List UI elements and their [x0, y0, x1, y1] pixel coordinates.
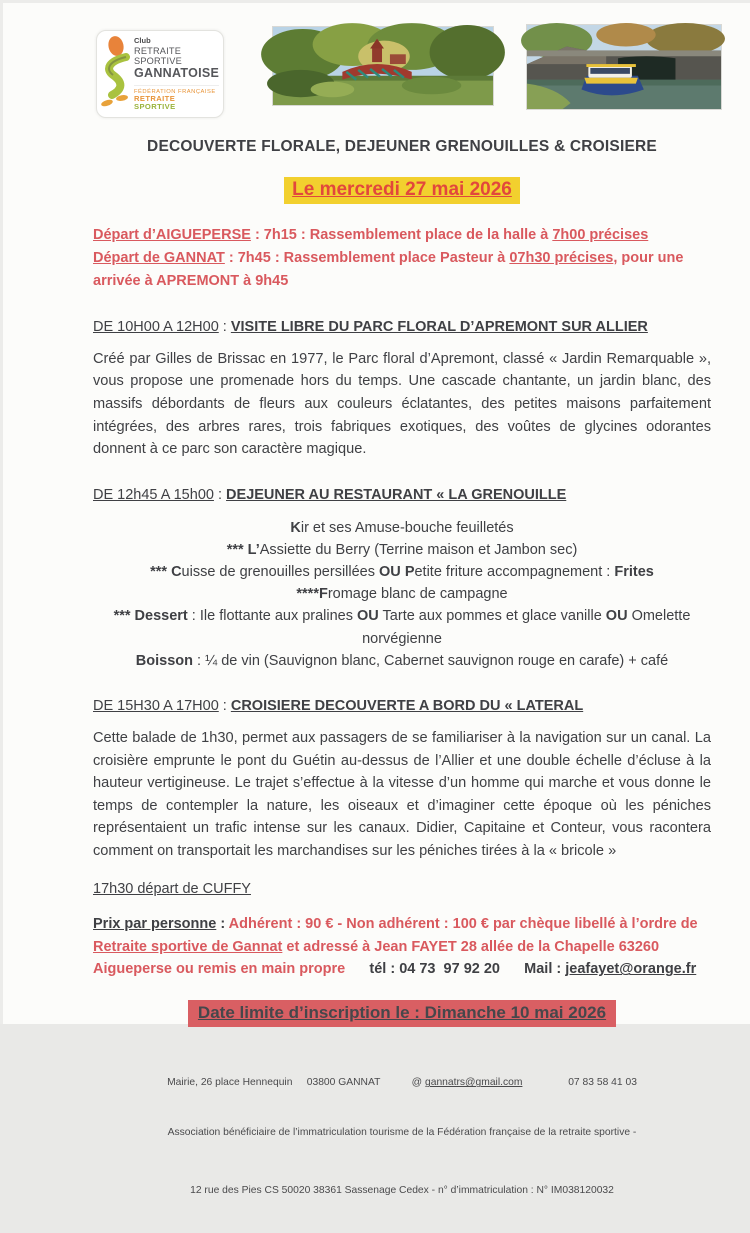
section-dejeuner-heading: DE 12h45 A 15h00 : DEJEUNER AU RESTAURANT « LA GRENOUILLE [93, 486, 567, 503]
menu-list [93, 517, 711, 672]
menu-item-plat: *** Cuisse de grenouilles persillées OU Petite friture accompagnement : Frites [150, 564, 654, 581]
event-date-row [93, 177, 711, 204]
header [0, 24, 750, 124]
deadline-row [93, 1000, 711, 1027]
departure-line-aigueperse: Départ d’AIGUEPERSE : 7h15 : Rassemblement place de la halle à 7h00 précises [93, 227, 649, 243]
club-logo [96, 30, 224, 118]
menu-item-fromage: ****Fromage blanc de campagne [296, 586, 508, 603]
menu-item-dessert: *** Dessert : Ile flottante aux pralines OU Tarte aux pommes et glace vanille OU Omelette norvégienne [113, 608, 691, 647]
section-visite-paragraph: Créé par Gilles de Brissac en 1977, le Parc floral d’Apremont, classé « Jardin Remarquable », vous propose une promenade hors du temps. Une cascade chantante, un jardin blanc, des massifs débordants de fleurs aux couleurs éclatantes, des petites maisons parfaitement intégrées, des arbres rares, trois fabriques exotiques, des voûtes de glycines odorantes donnent à ce parc son caractère magique. [93, 350, 711, 458]
footer-contact-line: Mairie, 26 place Hennequin 03800 GANNAT @ gannatrs@gmail.com 07 83 58 41 03 [167, 1077, 637, 1089]
menu-item-kir: Kir et ses Amuse-bouche feuilletés [290, 519, 514, 536]
document-body [93, 138, 711, 1233]
logo-figure-icon [99, 35, 133, 113]
croisiere-canal-photo [526, 24, 722, 110]
menu-item-boisson: Boisson : ¼ de vin (Sauvignon blanc, Cabernet sauvignon rouge en carafe) + café [135, 652, 669, 669]
footer-association-line: Association bénéficiaire de l’immatriculation tourisme de la Fédération française de la retraite sportive - [167, 1126, 637, 1138]
footer [93, 1042, 711, 1232]
departure-line-gannat: Départ de GANNAT : 7h45 : Rassemblement place Pasteur à 07h30 précises, pour une arrivée à APREMONT à 9h45 [93, 249, 684, 289]
price-info: Prix par personne : Adhérent : 90 € - Non adhérent : 100 € par chèque libellé à l’ordre de Retraite sportive de Gannat et adressé à Jean FAYET 28 allée de la Chapelle 63260 Aigueperse ou remis en main propre tél : 04 73 97 92 20 Mail : jeafayet@orange.fr [93, 915, 702, 978]
event-date-highlight: Le mercredi 27 mai 2026 [284, 177, 520, 204]
cuffy-departure-line: 17h30 départ de CUFFY [93, 880, 251, 897]
logo-name-line1: RETRAITE SPORTIVE [134, 46, 182, 66]
deadline-highlight: Date limite d’inscription le : Dimanche 10 mai 2026 [188, 1000, 616, 1027]
document-title: DECOUVERTE FLORALE, DEJEUNER GRENOUILLES & CROISIERE [147, 138, 657, 155]
parc-floral-photo [272, 26, 494, 106]
logo-federation-line2 [134, 95, 219, 111]
logo-federation-line1: FÉDÉRATION FRANÇAISE [134, 88, 216, 95]
menu-item-assiette: *** L’Assiette du Berry (Terrine maison et Jambon sec) [226, 541, 578, 558]
logo-club-label: Club [134, 36, 151, 46]
logo-name-line2: GANNATOISE [134, 65, 220, 80]
logo-federation-word2: SPORTIVE [134, 101, 176, 111]
logo-federation [134, 85, 219, 111]
logo-federation-word1: RETRAITE [134, 93, 176, 103]
section-croisiere-paragraph: Cette balade de 1h30, permet aux passagers de se familiariser à la navigation sur un canal. La croisière emprunte le pont du Guétin au-dessus de l’Allier et une double échelle d’écluse à la hauteur vertigineuse. Le trajet s’effectue à la vitesse d’un homme qui marche et vous donne le temps de contempler la nature, les oiseaux et d’imaginer cette époque où les péniches représentaient un trafic intense sur les canaux. Didier, Capitaine et Conteur, vous racontera comment on transportait les marchandises sur les péniches tirées à la « bricole » [93, 729, 711, 860]
departure-info [93, 224, 711, 293]
footer-registration-line: 12 rue des Pies CS 50020 38361 Sassenage Cedex - n° d’immatriculation : N° IM038120032 [190, 1185, 614, 1197]
section-croisiere-heading: DE 15H30 A 17H00 : CROISIERE DECOUVERTE A BORD DU « LATERAL [93, 697, 584, 714]
section-visite-heading: DE 10H00 A 12H00 : VISITE LIBRE DU PARC FLORAL D’APREMONT SUR ALLIER [93, 318, 648, 335]
logo-text [133, 37, 219, 110]
